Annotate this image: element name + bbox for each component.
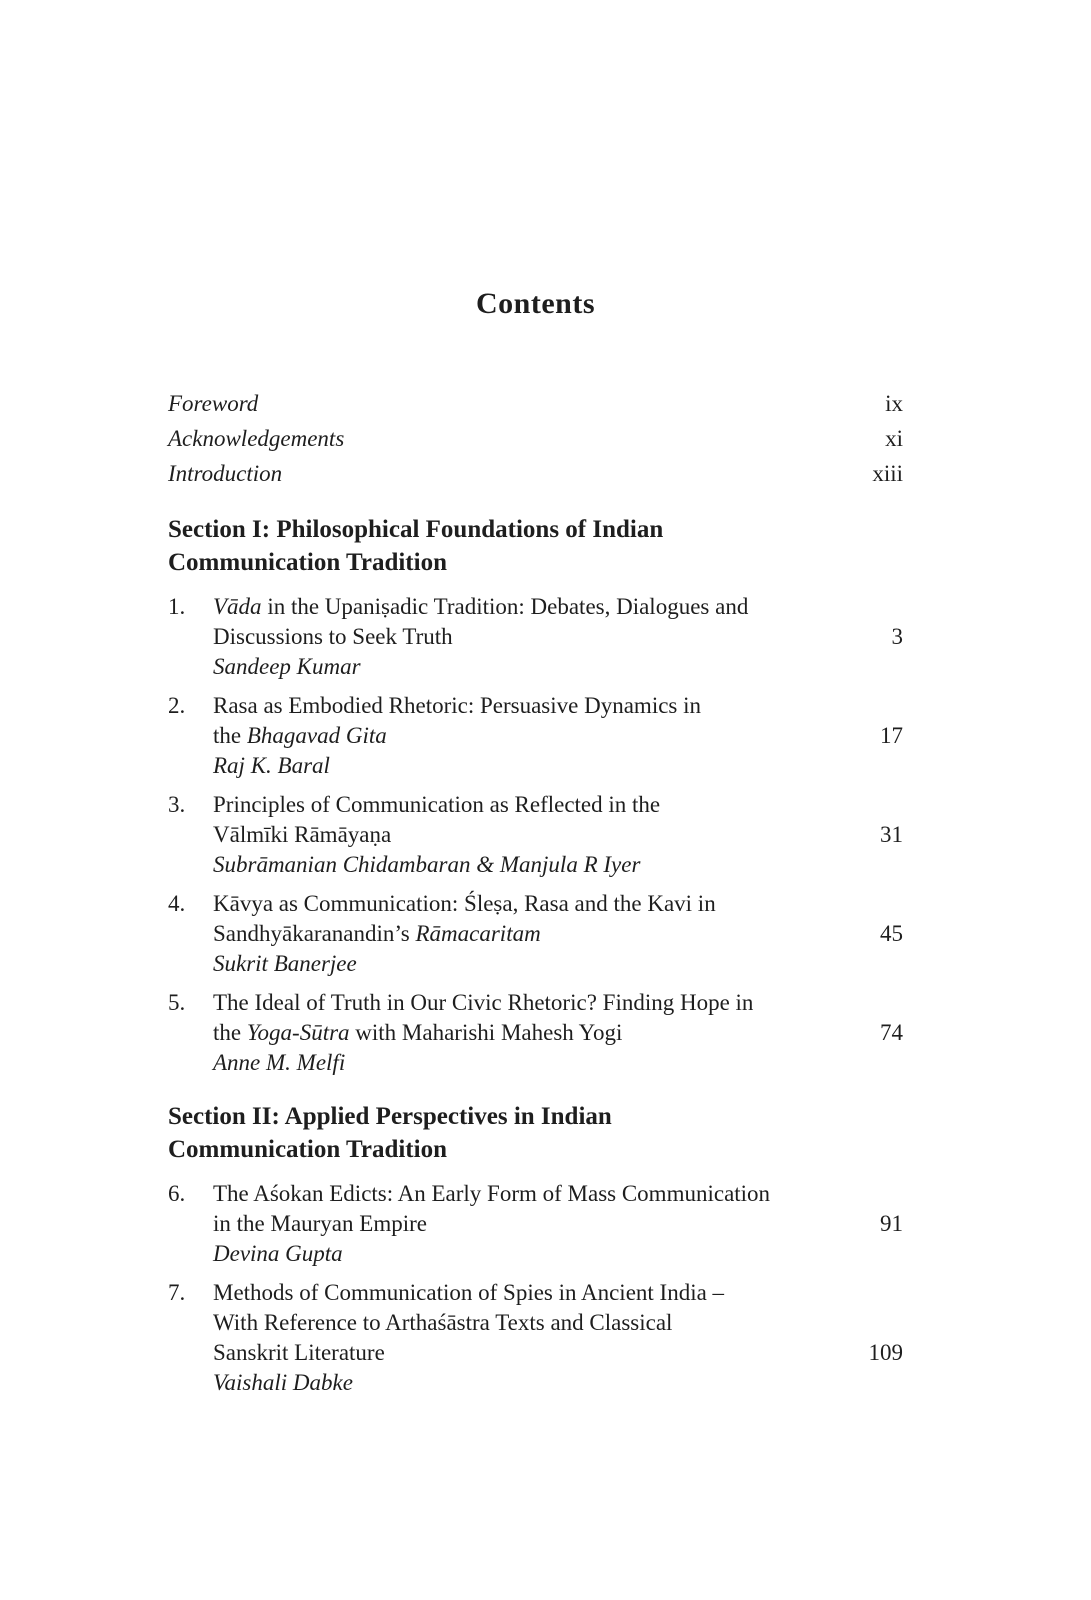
entry-body bbox=[213, 691, 903, 781]
front-matter-row bbox=[168, 456, 903, 491]
toc-entry bbox=[168, 790, 903, 880]
entry-author: Subrāmanian Chidambaran & Manjula R Iyer bbox=[213, 852, 641, 877]
front-matter-row bbox=[168, 386, 903, 421]
entry-title-text: Principles of Communication as Reflected in the bbox=[213, 792, 661, 817]
entry-body bbox=[213, 790, 903, 880]
entry-title-text: the bbox=[213, 723, 247, 748]
entry-title-text: Rāmacaritam bbox=[415, 921, 541, 946]
entry-number: 6. bbox=[168, 1181, 186, 1206]
entry-body bbox=[213, 889, 903, 979]
entry-author: Raj K. Baral bbox=[213, 753, 330, 778]
entry-title-line bbox=[213, 622, 903, 652]
entry-title-line bbox=[213, 1018, 903, 1048]
entry-title-line bbox=[213, 1338, 903, 1368]
front-matter-list bbox=[168, 386, 903, 491]
entry-title-line bbox=[213, 988, 903, 1018]
entry-title-line bbox=[213, 721, 903, 751]
entry-title-line bbox=[213, 790, 903, 820]
entry-author: Devina Gupta bbox=[213, 1241, 343, 1266]
entry-author: Sukrit Banerjee bbox=[213, 951, 357, 976]
toc-section bbox=[168, 513, 903, 1078]
entry-title-line bbox=[213, 1308, 903, 1338]
toc-content bbox=[168, 0, 903, 1407]
entry-title-line bbox=[213, 1179, 903, 1209]
entry-body bbox=[213, 1179, 903, 1269]
entry-author: Anne M. Melfi bbox=[213, 1050, 346, 1075]
entry-title-text: Bhagavad Gita bbox=[246, 723, 387, 748]
entry-title-line bbox=[213, 1209, 903, 1239]
sections-container bbox=[168, 513, 903, 1398]
entry-title-text: in the Mauryan Empire bbox=[213, 1211, 427, 1236]
entry-title-text: Yoga-Sūtra bbox=[246, 1020, 350, 1045]
entry-title-text: Methods of Communication of Spies in Ancient India – bbox=[213, 1280, 725, 1305]
entry-body bbox=[213, 988, 903, 1078]
entry-number: 2. bbox=[168, 693, 186, 718]
entry-author: Vaishali Dabke bbox=[213, 1370, 353, 1395]
front-matter-label: Foreword bbox=[168, 391, 259, 416]
entry-author: Sandeep Kumar bbox=[213, 654, 361, 679]
entry-title-line bbox=[213, 820, 903, 850]
entry-title-line bbox=[213, 691, 903, 721]
section-heading-line: Communication Tradition bbox=[168, 549, 447, 576]
front-matter-row bbox=[168, 421, 903, 456]
entry-title-text: Vālmīki Rāmāyaṇa bbox=[213, 822, 392, 847]
entry-title-line bbox=[213, 919, 903, 949]
toc-entry bbox=[168, 592, 903, 682]
entry-title-line bbox=[213, 889, 903, 919]
entry-title-text: The Ideal of Truth in Our Civic Rhetoric? Finding Hope in bbox=[213, 990, 754, 1015]
entry-title-text: with Maharishi Mahesh Yogi bbox=[349, 1020, 623, 1045]
entry-title-line bbox=[213, 592, 903, 622]
front-matter-label: Introduction bbox=[168, 461, 283, 486]
entry-title-text: Discussions to Seek Truth bbox=[213, 624, 453, 649]
front-matter-page-number: xi bbox=[885, 426, 903, 451]
section-heading-line: Communication Tradition bbox=[168, 1136, 447, 1163]
entry-body bbox=[213, 1278, 903, 1398]
entry-body bbox=[213, 592, 903, 682]
entry-page-number: 74 bbox=[880, 1020, 903, 1045]
section-heading bbox=[168, 513, 903, 579]
entry-page-number: 3 bbox=[891, 624, 903, 649]
toc-entry bbox=[168, 1278, 903, 1398]
entry-page-number: 91 bbox=[880, 1211, 903, 1236]
entry-title-text: Sanskrit Literature bbox=[213, 1340, 385, 1365]
page-title: Contents bbox=[475, 287, 595, 320]
entry-number: 4. bbox=[168, 891, 186, 916]
entry-title-text: in the Upaniṣadic Tradition: Debates, Dialogues and bbox=[261, 594, 749, 619]
toc-entry bbox=[168, 889, 903, 979]
entry-number: 5. bbox=[168, 990, 186, 1015]
section-heading bbox=[168, 1100, 903, 1166]
entry-page-number: 109 bbox=[868, 1340, 903, 1365]
toc-entry bbox=[168, 1179, 903, 1269]
entry-title-text: Rasa as Embodied Rhetoric: Persuasive Dynamics in bbox=[213, 693, 702, 718]
entry-page-number: 17 bbox=[880, 723, 903, 748]
front-matter-label: Acknowledgements bbox=[168, 426, 345, 451]
front-matter-page-number: ix bbox=[885, 391, 903, 416]
section-heading-line: Section II: Applied Perspectives in Indian bbox=[168, 1103, 612, 1130]
entry-title-text: Kāvya as Communication: Śleṣa, Rasa and the Kavi in bbox=[213, 891, 716, 916]
entry-title-text: Sandhyākaranandin’s bbox=[213, 921, 416, 946]
entry-title-text: With Reference to Arthaśāstra Texts and Classical bbox=[213, 1310, 673, 1335]
toc-section bbox=[168, 1100, 903, 1398]
front-matter-page-number: xiii bbox=[872, 461, 903, 486]
entry-title-text: The Aśokan Edicts: An Early Form of Mass Communication bbox=[213, 1181, 771, 1206]
section-heading-line: Section I: Philosophical Foundations of Indian bbox=[168, 516, 664, 543]
entry-number: 7. bbox=[168, 1280, 186, 1305]
entry-page-number: 45 bbox=[880, 921, 903, 946]
toc-entry bbox=[168, 691, 903, 781]
entry-number: 3. bbox=[168, 792, 186, 817]
toc-entry bbox=[168, 988, 903, 1078]
entry-number: 1. bbox=[168, 594, 186, 619]
entry-title-line bbox=[213, 1278, 903, 1308]
entry-page-number: 31 bbox=[880, 822, 903, 847]
entry-title-text: Vāda bbox=[213, 594, 262, 619]
entry-title-text: the bbox=[213, 1020, 247, 1045]
